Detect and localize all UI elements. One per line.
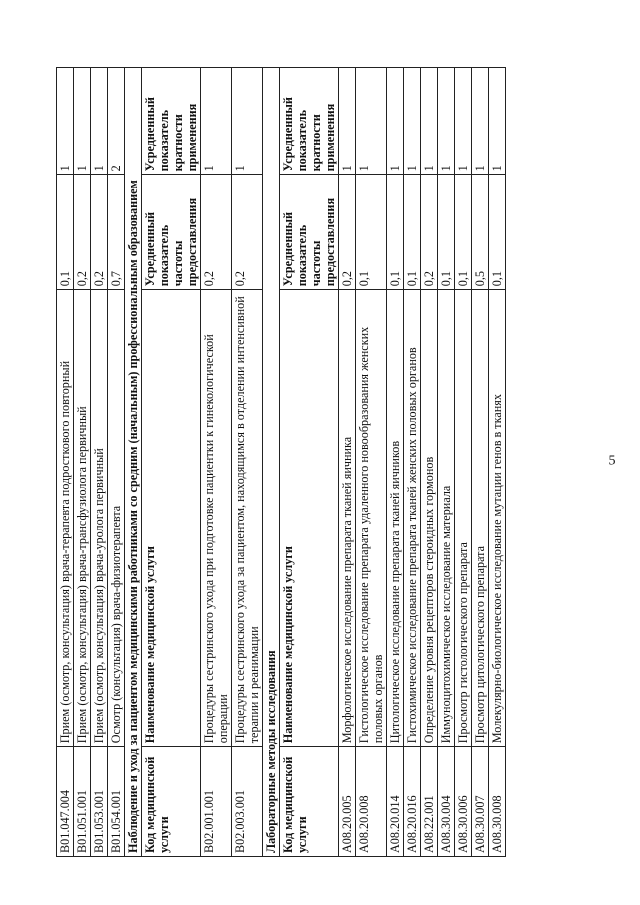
table-row: [438, 68, 455, 857]
header-multiplicity: Усредненный показатель кратности применения: [142, 68, 201, 175]
service-frequency: 0,1: [57, 175, 74, 290]
service-frequency: 0,5: [472, 175, 489, 290]
service-name: Прием (осмотр, консультация) врача-трансфузиолога первичный: [74, 290, 91, 747]
service-multiplicity: 1: [91, 68, 108, 175]
service-frequency: 0,2: [91, 175, 108, 290]
service-code: A08.30.004: [438, 747, 455, 857]
service-code: B01.051.001: [74, 747, 91, 857]
table-row: [404, 68, 421, 857]
table-row: [232, 68, 263, 857]
service-multiplicity: 1: [232, 68, 263, 175]
services-table: [56, 67, 506, 857]
service-name: Гистохимическое исследование препарата тканей женских половых органов: [404, 290, 421, 747]
service-code: B02.001.001: [201, 747, 232, 857]
header-code: Код медицинской услуги: [142, 747, 201, 857]
service-frequency: 0,1: [387, 175, 404, 290]
service-name: Гистологическое исследование препарата удаленного новообразования женских половых органов: [356, 290, 387, 747]
service-frequency: 0,7: [108, 175, 125, 290]
section-title-row: [263, 68, 280, 857]
service-code: A08.20.016: [404, 747, 421, 857]
service-name: Определение уровня рецепторов стероидных гормонов: [421, 290, 438, 747]
section-title-nursing: Наблюдение и уход за пациентом медицинскими работниками со средним (начальным) профессиональным образованием: [125, 68, 142, 857]
service-code: A08.20.008: [356, 747, 387, 857]
table-row: [91, 68, 108, 857]
table-header-row: [142, 68, 201, 857]
service-code: B01.047.004: [57, 747, 74, 857]
service-name: Морфологическое исследование препарата тканей яичника: [339, 290, 356, 747]
service-name: Процедуры сестринского ухода при подготовке пациентки к гинекологической операции: [201, 290, 232, 747]
section-title-row: [125, 68, 142, 857]
service-frequency: 0,1: [455, 175, 472, 290]
service-frequency: 0,2: [421, 175, 438, 290]
header-name: Наименование медицинской услуги: [142, 290, 201, 747]
table-row: [489, 68, 506, 857]
section-title-lab: Лабораторные методы исследования: [263, 68, 280, 857]
table-row: [74, 68, 91, 857]
service-frequency: 0,1: [438, 175, 455, 290]
table-row: [472, 68, 489, 857]
header-name: Наименование медицинской услуги: [280, 290, 339, 747]
service-name: Молекулярно-биологическое исследование мутации генов в тканях: [489, 290, 506, 747]
service-name: Процедуры сестринского ухода за пациентом, находящимся в отделении интенсивной терапии и реанимации: [232, 290, 263, 747]
service-frequency: 0,2: [74, 175, 91, 290]
service-name: Просмотр гистологического препарата: [455, 290, 472, 747]
service-name: Просмотр цитологического препарата: [472, 290, 489, 747]
service-code: B01.054.001: [108, 747, 125, 857]
service-multiplicity: 1: [438, 68, 455, 175]
table-row: [339, 68, 356, 857]
table-header-row: [280, 68, 339, 857]
service-multiplicity: 1: [356, 68, 387, 175]
service-name: Прием (осмотр, консультация) врача-уролога первичный: [91, 290, 108, 747]
service-frequency: 0,2: [339, 175, 356, 290]
service-name: Прием (осмотр, консультация) врача-терапевта подросткового повторный: [57, 290, 74, 747]
service-code: A08.30.008: [489, 747, 506, 857]
header-frequency: Усредненный показатель частоты предоставления: [280, 175, 339, 290]
table-row: [356, 68, 387, 857]
service-code: A08.20.005: [339, 747, 356, 857]
service-multiplicity: 1: [57, 68, 74, 175]
service-frequency: 0,1: [489, 175, 506, 290]
service-code: A08.30.007: [472, 747, 489, 857]
service-code: A08.30.006: [455, 747, 472, 857]
service-multiplicity: 1: [74, 68, 91, 175]
service-multiplicity: 1: [421, 68, 438, 175]
header-frequency: Усредненный показатель частоты предоставления: [142, 175, 201, 290]
service-multiplicity: 1: [489, 68, 506, 175]
service-code: A08.20.014: [387, 747, 404, 857]
service-code: B02.003.001: [232, 747, 263, 857]
service-multiplicity: 1: [404, 68, 421, 175]
service-multiplicity: 2: [108, 68, 125, 175]
service-frequency: 0,2: [201, 175, 232, 290]
service-name: Иммуноцитохимическое исследование материала: [438, 290, 455, 747]
service-code: B01.053.001: [91, 747, 108, 857]
service-frequency: 0,1: [356, 175, 387, 290]
table-row: [421, 68, 438, 857]
service-name: Осмотр (консультация) врача-физиотерапевта: [108, 290, 125, 747]
table-row: [57, 68, 74, 857]
service-multiplicity: 1: [339, 68, 356, 175]
service-frequency: 0,1: [404, 175, 421, 290]
header-multiplicity: Усредненный показатель кратности применения: [280, 68, 339, 175]
service-multiplicity: 1: [455, 68, 472, 175]
table-row: [455, 68, 472, 857]
service-frequency: 0,2: [232, 175, 263, 290]
header-code: Код медицинской услуги: [280, 747, 339, 857]
service-multiplicity: 1: [472, 68, 489, 175]
service-multiplicity: 1: [201, 68, 232, 175]
service-name: Цитологическое исследование препарата тканей яичников: [387, 290, 404, 747]
table-row: [201, 68, 232, 857]
table-row: [108, 68, 125, 857]
service-multiplicity: 1: [387, 68, 404, 175]
page-number: 5: [608, 453, 616, 469]
table-row: [387, 68, 404, 857]
service-code: A08.22.001: [421, 747, 438, 857]
